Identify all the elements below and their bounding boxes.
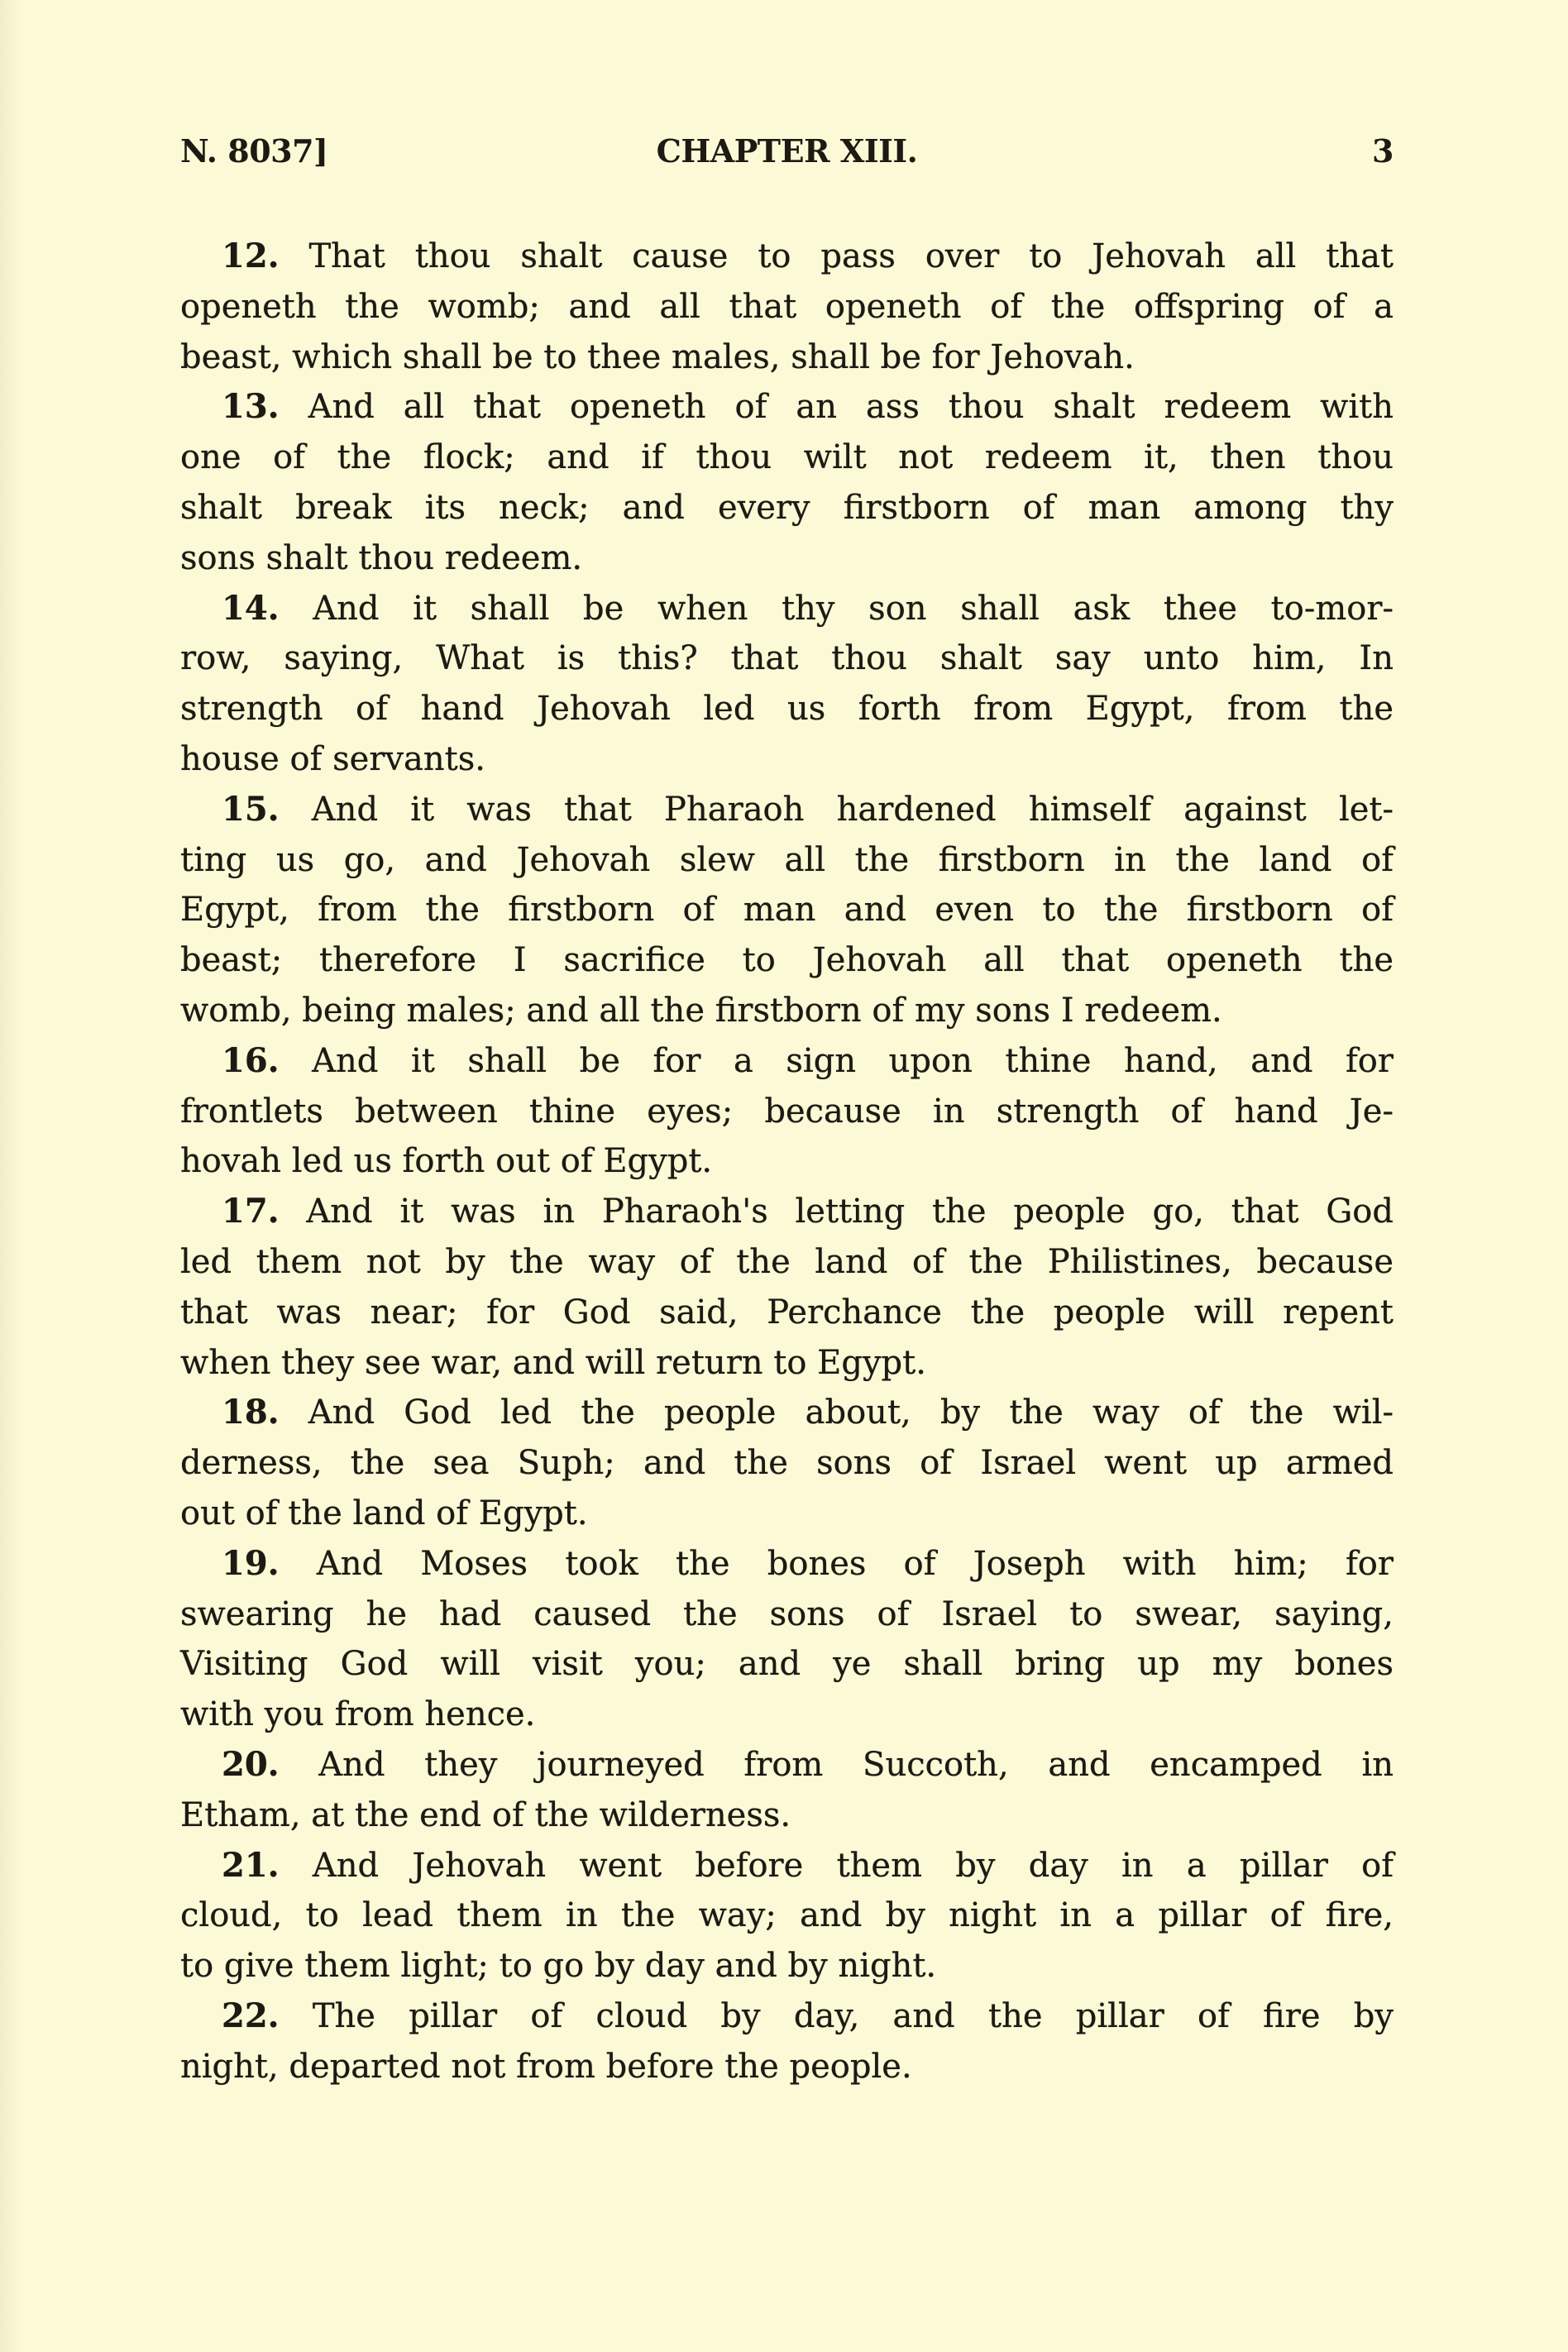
verse-line-text: frontlets between thine eyes; because in strength of hand Je- xyxy=(180,1092,1394,1131)
verse-line xyxy=(180,1690,1394,1740)
verse-number: 16. xyxy=(222,1040,280,1080)
verse-line-text: openeth the womb; and all that openeth of the offspring of a xyxy=(180,287,1394,326)
verse-line-text: cloud, to lead them in the way; and by night in a pillar of fire, xyxy=(180,1896,1394,1935)
verse-line-text: row, saying, What is this? that thou shalt say unto him, In xyxy=(180,639,1394,678)
verse-line-text: night, departed not from before the people. xyxy=(180,2047,912,2086)
verse xyxy=(180,1539,1394,1740)
verse-line-text: swearing he had caused the sons of Israel to swear, saying, xyxy=(180,1594,1394,1633)
verse-line-text: And they journeyed from Succoth, and encamped in xyxy=(318,1745,1394,1784)
verse-line xyxy=(180,1136,1394,1187)
verse-line xyxy=(180,584,1394,634)
section-reference: N. 8037] xyxy=(180,132,328,170)
verse-line xyxy=(180,1338,1394,1389)
verse-number: 12. xyxy=(222,237,280,275)
verse-line-text: And it was in Pharaoh's letting the people go, that God xyxy=(306,1193,1394,1231)
verse-line-text: hovah led us forth out of Egypt. xyxy=(180,1142,713,1181)
verse-line xyxy=(180,232,1394,282)
verse-line xyxy=(180,382,1394,433)
verse xyxy=(180,232,1394,382)
verse-number: 13. xyxy=(222,387,280,427)
verse-line xyxy=(180,1388,1394,1438)
verse-line xyxy=(180,734,1394,785)
verse-line xyxy=(180,986,1394,1036)
verse-line xyxy=(180,1841,1394,1891)
verse-line-text: Etham, at the end of the wilderness. xyxy=(180,1795,791,1834)
verse-line xyxy=(180,1790,1394,1841)
verse-line xyxy=(180,835,1394,886)
verse xyxy=(180,1036,1394,1187)
verse-line-text: one of the flock; and if thou wilt not redeem it, then thou xyxy=(180,438,1394,477)
verse-line-text: And it shall be when thy son shall ask thee to-mor- xyxy=(313,589,1394,628)
page-edge xyxy=(0,0,22,2352)
verse-line-text: Egypt, from the firstborn of man and even to the firstborn of xyxy=(180,891,1394,930)
verse xyxy=(180,1841,1394,1991)
verse-line-text: derness, the sea Suph; and the sons of Israel went up armed xyxy=(180,1444,1394,1483)
verse-line xyxy=(180,1438,1394,1489)
running-header xyxy=(180,132,1394,182)
verse-line-text: beast; therefore I sacrifice to Jehovah all that openeth the xyxy=(180,941,1394,980)
verse-number: 22. xyxy=(222,1996,280,2035)
verse-line xyxy=(180,533,1394,584)
verse-line-text: And God led the people about, by the way of the wil- xyxy=(308,1394,1394,1432)
verse-line-text: That thou shalt cause to pass over to Jehovah all that xyxy=(308,237,1394,275)
verse-line xyxy=(180,1740,1394,1790)
verse-line-text: Visiting God will visit you; and ye shall bring up my bones xyxy=(180,1645,1394,1684)
verse-line-text: when they see war, and will return to Egypt. xyxy=(180,1343,926,1382)
verse-line-text: ting us go, and Jehovah slew all the firstborn in the land of xyxy=(180,840,1394,879)
verse-line-text: And Moses took the bones of Joseph with him; for xyxy=(316,1544,1394,1583)
verse-line xyxy=(180,1288,1394,1338)
verse-number: 18. xyxy=(222,1393,280,1432)
verse-number: 21. xyxy=(222,1845,280,1885)
verse-line xyxy=(180,1639,1394,1690)
verse-line-text: beast, which shall be to thee males, shall be for Jehovah. xyxy=(180,337,1135,376)
verse xyxy=(180,785,1394,1036)
verse-line xyxy=(180,1187,1394,1237)
verse-line-text: The pillar of cloud by day, and the pillar of fire by xyxy=(312,1996,1394,2035)
verse-line xyxy=(180,885,1394,935)
verse-line xyxy=(180,1087,1394,1137)
verse-line xyxy=(180,1539,1394,1590)
verse xyxy=(180,1187,1394,1388)
verse xyxy=(180,1740,1394,1841)
verse xyxy=(180,382,1394,583)
verse xyxy=(180,1388,1394,1538)
verse-number: 20. xyxy=(222,1744,280,1784)
verse-line xyxy=(180,785,1394,835)
verse-line xyxy=(180,1941,1394,1991)
verse-line-text: And it was that Pharaoh hardened himself against let- xyxy=(311,790,1394,829)
chapter-title: CHAPTER XIII. xyxy=(656,132,918,170)
verse-line xyxy=(180,633,1394,684)
verse-line-text: out of the land of Egypt. xyxy=(180,1494,588,1532)
verse-line xyxy=(180,1489,1394,1539)
verse-line xyxy=(180,1991,1394,2042)
verse-number: 15. xyxy=(222,789,280,829)
verse-line-text: womb, being males; and all the firstborn of my sons I redeem. xyxy=(180,991,1222,1030)
verse-line-text: sons shalt thou redeem. xyxy=(180,538,583,577)
verse-text xyxy=(180,232,1394,2091)
verse-line-text: And it shall be for a sign upon thine hand, and for xyxy=(312,1041,1394,1080)
verse-number: 14. xyxy=(222,588,280,628)
verse-line xyxy=(180,935,1394,986)
verse-line xyxy=(180,433,1394,483)
verse-line-text: house of servants. xyxy=(180,739,485,778)
verse-line-text: And Jehovah went before them by day in a pillar of xyxy=(312,1846,1394,1885)
verse-line-text: that was near; for God said, Perchance the people will repent xyxy=(180,1293,1394,1331)
verse-line xyxy=(180,332,1394,383)
verse-line xyxy=(180,1590,1394,1640)
verse-number: 19. xyxy=(222,1543,280,1583)
page-number: 3 xyxy=(1372,132,1394,170)
verse-line xyxy=(180,1036,1394,1087)
verse-line-text: strength of hand Jehovah led us forth from Egypt, from the xyxy=(180,690,1394,729)
verse-line xyxy=(180,1891,1394,1941)
verse-line-text: with you from hence. xyxy=(180,1695,536,1734)
verse xyxy=(180,1991,1394,2092)
verse-line xyxy=(180,684,1394,734)
verse-line-text: And all that openeth of an ass thou shalt redeem with xyxy=(308,388,1394,427)
verse-line-text: shalt break its neck; and every firstborn of man among thy xyxy=(180,488,1394,527)
verse-number: 17. xyxy=(222,1192,280,1231)
verse-line-text: led them not by the way of the land of the Philistines, because xyxy=(180,1242,1394,1281)
verse-line-text: to give them light; to go by day and by night. xyxy=(180,1947,937,1986)
verse-line xyxy=(180,1237,1394,1288)
verse-line xyxy=(180,2042,1394,2092)
verse-line xyxy=(180,282,1394,332)
verse-line xyxy=(180,483,1394,533)
verse xyxy=(180,584,1394,785)
